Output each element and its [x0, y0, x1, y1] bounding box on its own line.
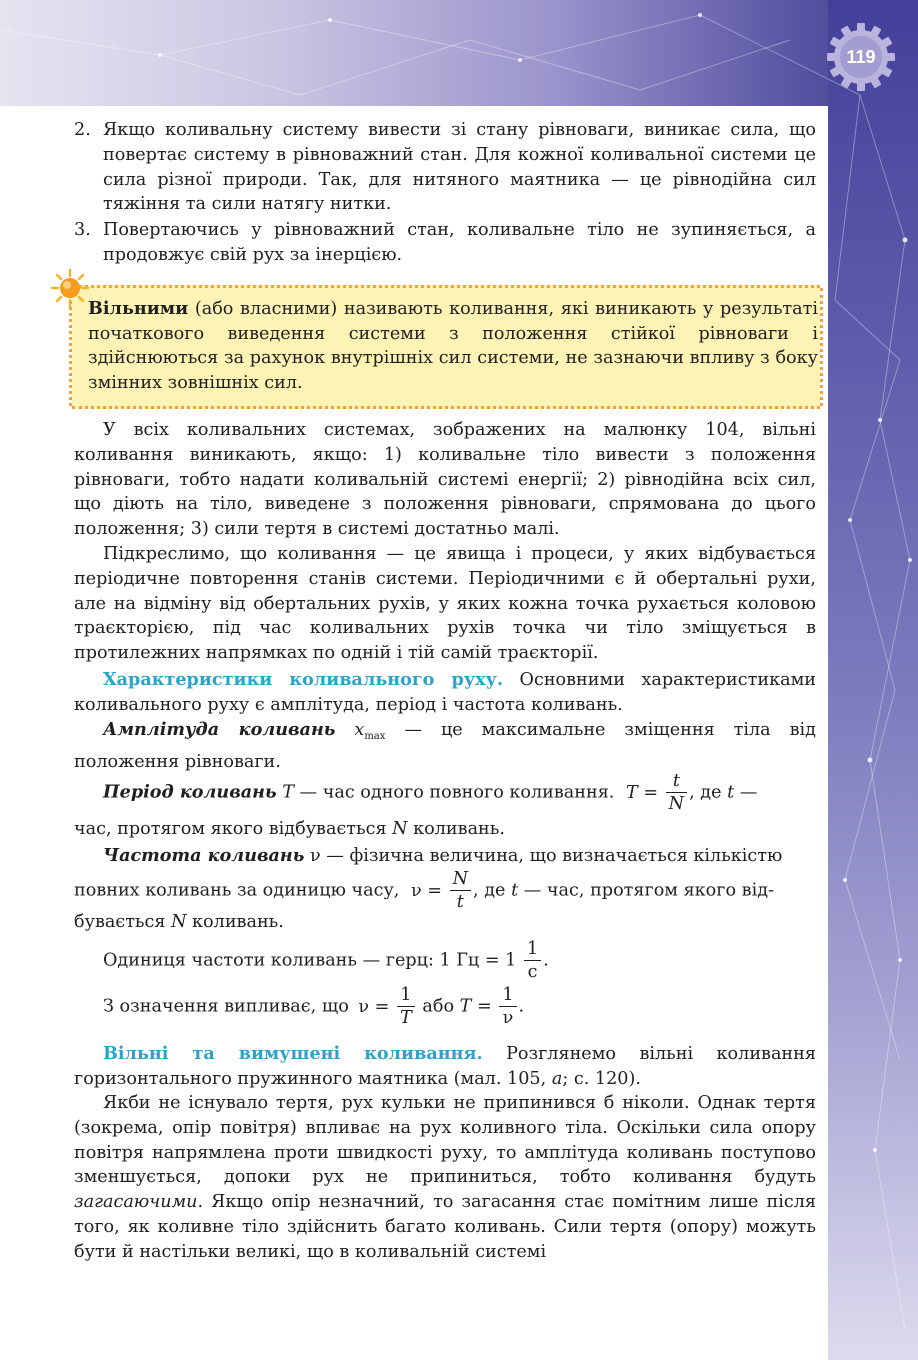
paragraph: [74, 1091, 816, 1265]
frequency-numerator: N: [450, 868, 471, 891]
paragraph-text: У всіх коливальних системах, зображених на малюнку 104, вільні коливання виникають, якщо: 1) коливальне тіло вивести з положення рівноваги, тобто надати коливальній системі енергії; 2) рівнодійна всіх сил, що діють на тіло, виведене з положення рівноваги, спрямована до цього положення; 3) сили тертя в системі достатньо малі.: [74, 420, 816, 540]
relation-fraction-1: [397, 984, 415, 1029]
period-symbol: T: [282, 782, 294, 803]
section-text-end: ; с. 120).: [562, 1068, 641, 1089]
list-text: Повертаючись у рівноважний стан, коливальне тіло не зупиняється, а продовжує свій рух за інерцією.: [103, 220, 816, 265]
list-number: 3.: [74, 220, 91, 240]
frequency-text-2: повних коливань за одиницю часу,: [74, 880, 400, 901]
amplitude-text: — це максимальне зміщення тіла від положення рівноваги.: [74, 720, 817, 772]
section-text: Основними характеристиками коливального руху є амплітуда, період і частота коливань.: [74, 670, 816, 715]
figure-letter: а: [551, 1068, 563, 1089]
relation-numerator-1: 1: [397, 984, 415, 1007]
paragraph: [74, 1042, 816, 1092]
section-heading: Характеристики коливального руху.: [103, 669, 503, 690]
amplitude-term: Амплітуда коливань: [103, 719, 336, 740]
period-var: t: [727, 782, 735, 803]
relation-fraction-2: [499, 984, 516, 1029]
period-text-2: час, протягом якого відбувається: [74, 819, 387, 839]
period-term: Період коливань: [103, 781, 277, 803]
frequency-term: Частота коливань: [103, 845, 305, 866]
period-lhs: T =: [626, 782, 659, 803]
relation-lhs-2: T =: [459, 996, 492, 1017]
frequency-line-2: [74, 868, 816, 913]
frequency-symbol: ν: [309, 846, 321, 866]
frequency-denominator: t: [456, 892, 464, 912]
definition-body: (або власними) називають коливання, які виникають у результаті початкового виведення системи з положення стійкої рівноваги і здійснюються за рахунок внутрішніх сил системи, не зазнаючи впливу з боку змінних зовнішніх сил.: [88, 299, 818, 393]
paragraph: [74, 542, 816, 666]
relation-denominator-1: T: [400, 1008, 412, 1028]
frequency-fraction: [450, 868, 471, 913]
sun-icon: [50, 268, 90, 308]
period-dash: —: [734, 782, 758, 803]
unit-line: [103, 938, 816, 983]
frequency-text-4: бувається: [74, 912, 166, 932]
frequency-where: , де: [473, 880, 506, 901]
paragraph-text: Якби не існувало тертя, рух кульки не припинився б ніколи. Однак тертя (зокрема, опір повітря) впливає на рух коливного тіла. Оскільки сила опору повітря напрямлена проти швидкості руху, то амплітуда коливань поступово зменшується, допоки рух не припиниться, тобто коливання будуть: [74, 1093, 816, 1188]
frequency-line-3: [74, 912, 816, 932]
section-heading: Вільні та вимушені коливання.: [103, 1043, 483, 1064]
period-text: — час одного повного коливання.: [293, 782, 615, 803]
period-denominator: N: [668, 794, 685, 814]
unit-denominator: с: [527, 962, 538, 982]
relation-numerator-2: 1: [499, 984, 516, 1007]
page-number: 119: [846, 47, 876, 67]
frequency-var-2: N: [171, 912, 187, 932]
frequency-lhs: ν =: [411, 880, 443, 901]
list-item: [74, 218, 816, 268]
amplitude-subscript: max: [364, 731, 386, 742]
definition-text: [88, 297, 818, 395]
amplitude-symbol: x: [354, 720, 365, 740]
relation-denominator-2: ν: [502, 1008, 514, 1028]
relation-line: [103, 984, 816, 1029]
period-fraction: [666, 770, 687, 815]
period-text-3: коливань.: [407, 819, 505, 839]
frequency-var: t: [511, 880, 519, 901]
list-text: Якщо коливальну систему вивести зі стану рівноваги, виникає сила, що повертає систему в рівноважний стан. Для кожної коливальної системи це сила різної природи. Так, для нитяного маятника — це рівнодійна сил тяжіння та сили натягу нитки.: [103, 120, 816, 215]
paragraph: [74, 668, 816, 718]
period-numerator: t: [666, 770, 687, 793]
unit-fraction: [524, 938, 541, 983]
relation-end: .: [518, 996, 525, 1017]
paragraph-text-end: . Якщо опір незначний, то загасання стає помітним лише після того, як коливне тіло здійснить багато коливань. Сили тертя (опору) можуть бути й настільки великі, що в коливальній системі: [74, 1192, 816, 1262]
emphasis: загасаючими: [74, 1192, 198, 1213]
unit-end: .: [543, 950, 549, 971]
period-line-2: [74, 819, 816, 839]
period-where: , де: [689, 782, 722, 803]
list-item: [74, 118, 816, 217]
period-var-2: N: [392, 819, 408, 839]
list-number: 2.: [74, 120, 91, 140]
frequency-line: [103, 845, 816, 866]
frequency-text-3: — час, протягом якого від-: [518, 880, 774, 901]
relation-text: З означення випливає, що: [103, 996, 349, 1017]
section-text: Розглянемо вільні коливання горизонтального пружинного маятника (мал. 105,: [74, 1044, 816, 1089]
paragraph: [74, 418, 816, 542]
unit-numerator: 1: [524, 938, 541, 961]
unit-text: Одиниця частоти коливань — герц: 1 Гц = 1: [103, 950, 517, 971]
definition-term: Вільними: [88, 298, 189, 319]
period-line: [103, 770, 816, 815]
frequency-text: — фізична величина, що визначається кількістю: [320, 846, 783, 866]
frequency-text-5: коливань.: [186, 912, 284, 932]
paragraph-text: Підкреслимо, що коливання — це явища і процеси, у яких відбувається періодичне повторення станів системи. Періодичними є й обертальні рухи, але на відміну від обертальних рухів, у яких кожна точка рухається коловою траєкторією, під час коливальних рухів точка чи тіло зміщується в протилежних напрямках по одній і тій самій траєкторії.: [74, 544, 816, 664]
relation-mid: або: [422, 996, 455, 1017]
paragraph: [74, 718, 816, 775]
relation-lhs-1: ν =: [358, 996, 390, 1017]
